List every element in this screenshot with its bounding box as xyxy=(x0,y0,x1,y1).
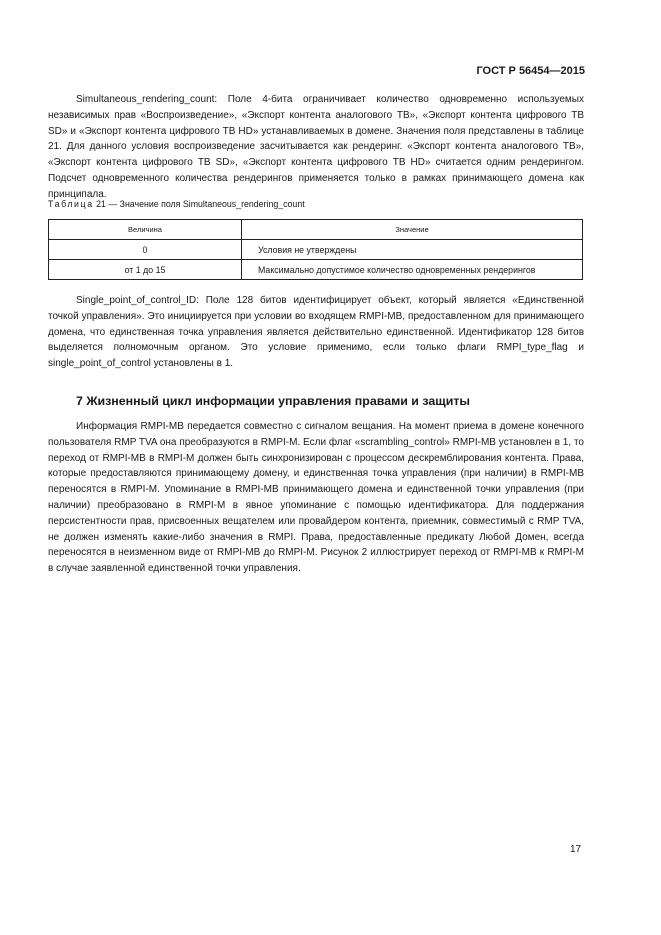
table-row xyxy=(49,240,583,260)
values-table xyxy=(48,219,583,280)
table-cell: Максимально допустимое количество одновременных рендерингов xyxy=(242,260,583,280)
table-cell: Условия не утверждены xyxy=(242,240,583,260)
table-row xyxy=(49,260,583,280)
table-caption-text: 21 — Значение поля Simultaneous_rendering_count xyxy=(96,199,305,209)
page-number: 17 xyxy=(570,844,582,855)
paragraph-single-point-of-control: Single_point_of_control_ID: Поле 128 битов идентифицирует объект, который является «Единственной точкой управления». Это инициируется при условии во входящем RMPI-MB, предоставленном для принимающего домена, что единственная точка управления является действительно единственной. Идентификатор 128 битов выделяется полномочным органом. Это условие применимо, если только флаги RMPI_type_flag и single_point_of_control установлены в 1. xyxy=(48,295,584,370)
document-header: ГОСТ Р 56454—2015 xyxy=(476,65,585,77)
table-caption xyxy=(48,199,305,209)
table-header-row xyxy=(49,220,583,240)
table-cell: от 1 до 15 xyxy=(49,260,242,280)
paragraph-rendering-count: Simultaneous_rendering_count: Поле 4-бита ограничивает количество одновременно используемых независимых прав «Воспроизведение», «Экспорт контента аналогового ТВ», «Экспорт контента цифрового ТВ SD» и «Экспорт контента цифрового ТВ HD» устанавливаемых в домене. Значения поля представлены в таблице 21. Для данного условия воспроизведение засчитывается как рендеринг. «Экспорт контента аналогового ТВ», «Экспорт контента цифрового ТВ SD», «Экспорт контента цифрового ТВ HD» считается одним рендерингом. Подсчет одновременного количества рендерингов применяется только в рамках принимающего домена как принципала. xyxy=(48,94,584,200)
section-heading: 7 Жизненный цикл информации управления правами и защиты xyxy=(76,394,470,408)
table-cell: 0 xyxy=(49,240,242,260)
table-caption-label: Таблица xyxy=(48,199,94,209)
paragraph-lifecycle: Информация RMPI-MB передается совместно с сигналом вещания. На момент приема в домене конечного пользователя RMP TVA она преобразуются в RMPI-M. Если флаг «scrambling_control» RMPI-MB установлен в 1, то переход от RMPI-MB в RMPI-M должен быть синхронизирован с процессом дескремблирования контента. Права, которые предоставляются принимающему домену, и единственная точка управления (при наличии) в RMPI-MB переносятся в RMPI-M. Упоминание в RMPI-MB принимающего домена и единственной точки управления (при наличии) преобразовано в RMPI-M в явное упоминание с помощью идентификатора. Для поддержания персистентности прав, присвоенных вещателем или провайдером контента, приемник, совместимый с RMP TVA, не должен изменять какие-либо значения в RMPI. Права, предоставленные предикату Любой Домен, всегда переносятся в неизменном виде от RMPI-MB до RMPI-M. Рисунок 2 иллюстрирует переход от RMPI-MB к RMPI-M в случае заявленной единственной точки управления. xyxy=(48,421,584,575)
column-header-value: Величина xyxy=(49,220,242,240)
column-header-meaning: Значение xyxy=(242,220,583,240)
